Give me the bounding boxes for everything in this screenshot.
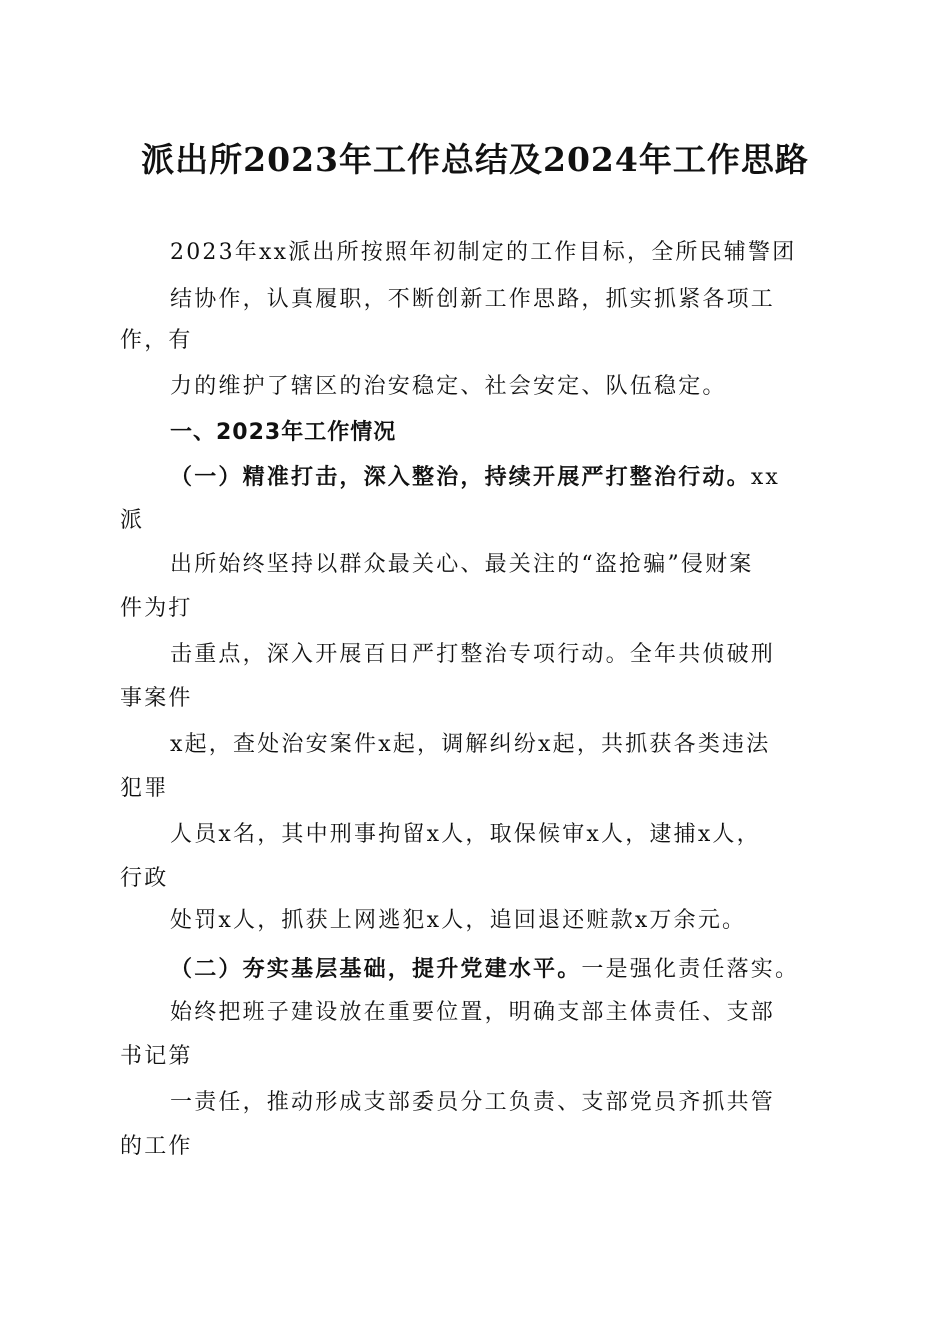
sub1-line-7: 犯罪 [120,776,169,801]
subsection-heading-2-bold: （二）夯实基层基础，提升党建水平。 [170,956,582,982]
intro-line-4: 力的维护了辖区的治安稳定、社会安定、队伍稳定。 [170,374,727,399]
sub1-line-6: x起，查处治安案件x起，调解纠纷x起，共抓获各类违法 [170,732,771,757]
sub1-line-8: 人员x名，其中刑事拘留x人，取保候审x人，逮捕x人， [170,822,761,847]
sub1-line-9: 行政 [120,866,169,891]
sub1-line-4: 击重点，深入开展百日严打整治专项行动。全年共侦破刑 [170,642,776,667]
document-title: 派出所2023年工作总结及2024年工作思路 [141,140,809,179]
sub2-line-4: 的工作 [120,1134,193,1159]
sub1-line-5: 事案件 [120,686,193,711]
sub1-line-10: 处罚x人，抓获上网逃犯x人，追回退还赃款x万余元。 [170,908,747,933]
sub1-line-1: 派 [120,508,145,533]
sub2-line-2: 书记第 [120,1044,193,1069]
sub2-line-3: 一责任，推动形成支部委员分工负责、支部党员齐抓共管 [170,1090,776,1115]
intro-line-1: 2023年xx派出所按照年初制定的工作目标，全所民辅警团 [170,240,797,265]
section-heading-1: 一、2023年工作情况 [170,420,397,445]
subsection-heading-2-tail: 一是强化责任落实。 [581,957,800,982]
subsection-heading-1-bold: （一）精准打击，深入整治，持续开展严打整治行动。 [170,464,751,490]
subsection-heading-2 [170,954,799,985]
intro-line-2: 结协作，认真履职，不断创新工作思路，抓实抓紧各项工 [170,287,776,312]
sub1-line-3: 件为打 [120,596,193,621]
intro-line-3: 作，有 [120,328,193,353]
sub1-line-2: 出所始终坚持以群众最关心、最关注的“盗抢骗”侵财案 [170,552,754,577]
subsection-heading-1-tail: xx [750,465,781,490]
sub2-line-1: 始终把班子建设放在重要位置，明确支部主体责任、支部 [170,1000,776,1025]
subsection-heading-1 [170,462,780,493]
